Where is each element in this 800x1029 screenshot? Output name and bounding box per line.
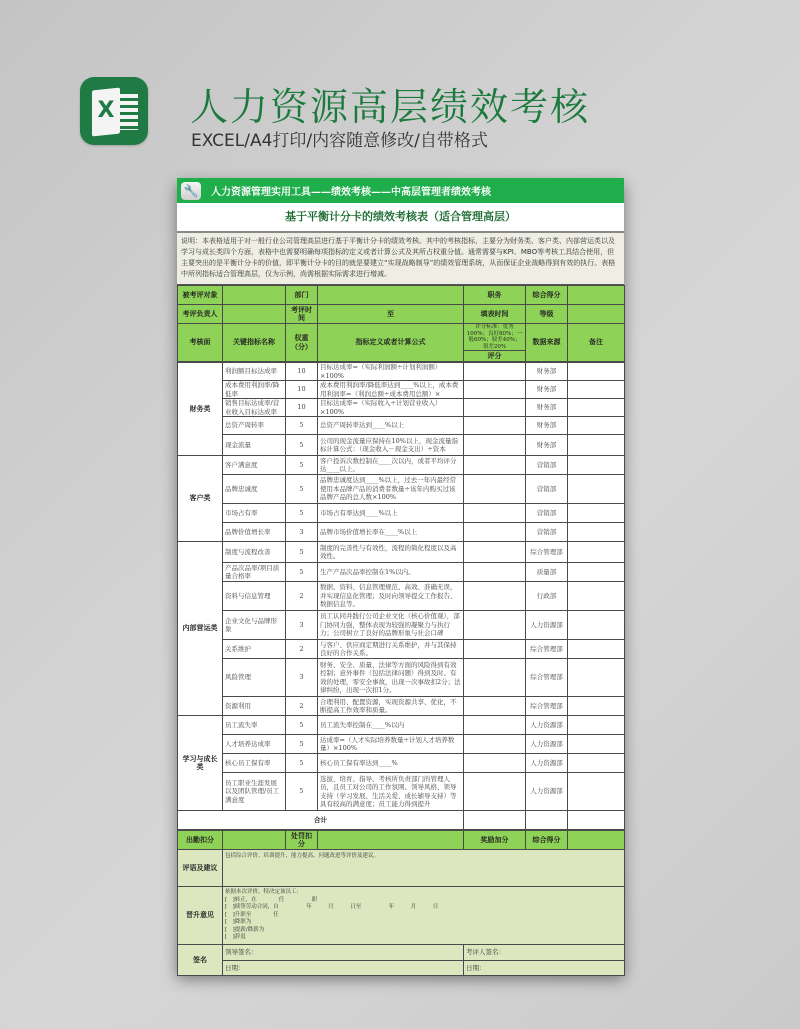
- promotion-option-demote[interactable]: [ ]降职为: [225, 919, 252, 925]
- data-source-cell: 财务部: [526, 399, 568, 417]
- data-source-cell: 综合管理部: [526, 640, 568, 659]
- excel-icon: X: [80, 77, 148, 145]
- table-row: [178, 417, 625, 435]
- definition-cell: 与客户、供应商定期进行关系维护，并与其保持良好的合作关系。: [318, 640, 464, 659]
- table-row: [178, 659, 625, 697]
- data-source-cell: 人力资源部: [526, 611, 568, 640]
- score-cell[interactable]: [464, 773, 526, 811]
- data-source-cell: 财务部: [526, 435, 568, 456]
- category-cell: 内部营运类: [178, 542, 223, 716]
- definition-cell: 市场占有率达到____%以上: [318, 504, 464, 523]
- data-source-cell: 财务部: [526, 417, 568, 435]
- definition-cell: 核心员工保有率达到____%: [318, 754, 464, 773]
- kpi-name-cell: 市场占有率: [223, 504, 286, 523]
- header-weight: 权重（分）: [286, 324, 318, 362]
- definition-cell: 达成率=（人才实际培养数量÷计划人才培养数量）×100%: [318, 735, 464, 754]
- remark-cell[interactable]: [568, 456, 625, 475]
- data-source-cell: 营销部: [526, 475, 568, 504]
- data-source-cell: 质量部: [526, 563, 568, 582]
- definition-cell: 制度的完善性与有效性，流程的简化程度以及高效性。: [318, 542, 464, 563]
- form-title: 基于平衡计分卡的绩效考核表（适合管理高层）: [177, 203, 624, 233]
- banner: [0, 60, 800, 160]
- weight-cell: 5: [286, 456, 318, 475]
- table-row: [178, 735, 625, 754]
- remark-cell[interactable]: [568, 659, 625, 697]
- banner-subtitle: EXCEL/A4打印/内容随意修改/自带格式: [191, 131, 488, 151]
- signature-label: 签名: [178, 945, 223, 976]
- tool-header-title: 人力资源管理实用工具——绩效考核——中高层管理者绩效考核: [211, 187, 491, 198]
- spreadsheet-page: [177, 178, 624, 973]
- category-cell: 客户类: [178, 456, 223, 542]
- weight-cell: 2: [286, 582, 318, 611]
- data-source-cell: 营销部: [526, 456, 568, 475]
- weight-cell: 5: [286, 754, 318, 773]
- position-label: 职务: [464, 286, 526, 305]
- score-cell[interactable]: [464, 735, 526, 754]
- remark-cell[interactable]: [568, 697, 625, 716]
- table-row: [178, 504, 625, 523]
- bonus-label: 奖励加分: [464, 831, 526, 850]
- promotion-option-confirm[interactable]: [ ]转正，在 任 职: [225, 896, 318, 903]
- total-score-cell[interactable]: [464, 811, 526, 830]
- assessor-signature-field[interactable]: 考评人签名：: [464, 945, 625, 961]
- table-row: [178, 716, 625, 735]
- table-row: [178, 640, 625, 659]
- attendance-label: 出勤扣分: [178, 831, 223, 850]
- promotion-option-promote[interactable]: [ ]升职至 任: [225, 911, 279, 918]
- table-row: [178, 754, 625, 773]
- remark-cell[interactable]: [568, 542, 625, 563]
- category-cell: 财务类: [178, 363, 223, 456]
- data-source-cell: 营销部: [526, 523, 568, 542]
- assessee-label: 被考评对象: [178, 286, 223, 305]
- remark-cell[interactable]: [568, 716, 625, 735]
- final-score-label: 综合得分: [526, 831, 568, 850]
- data-source-cell: 综合管理部: [526, 542, 568, 563]
- assessor-field[interactable]: [223, 305, 286, 324]
- remark-cell[interactable]: [568, 735, 625, 754]
- score-cell[interactable]: [464, 417, 526, 435]
- remark-cell[interactable]: [568, 523, 625, 542]
- penalty-label: 处罚扣分: [286, 831, 318, 850]
- kpi-name-cell: 员工职业生涯发展以及团队管理/员工满意度: [223, 773, 286, 811]
- score-cell[interactable]: [464, 399, 526, 417]
- weight-cell: 5: [286, 735, 318, 754]
- definition-cell: 财务、安全、质量、法律等方面的风险得到有效控制；意外事件（包括法律问题）得到及时、有效的处理，零安全事故，出现一次事故扣2分；法律纠纷，出现一次扣1分。: [318, 659, 464, 697]
- header-score: 评分: [464, 351, 526, 362]
- data-source-cell: 财务部: [526, 363, 568, 381]
- definition-cell: 总资产周转率达到____%以上: [318, 417, 464, 435]
- kpi-name-cell: 制度与流程改善: [223, 542, 286, 563]
- penalty-field[interactable]: [318, 831, 464, 850]
- remark-cell[interactable]: [568, 582, 625, 611]
- table-row: [178, 381, 625, 399]
- header-scoring-standard: 评分标准：优秀100%；良好80%；一般60%；较差40%；很差20%: [464, 324, 526, 351]
- table-row: [178, 773, 625, 811]
- table-row: [178, 542, 625, 563]
- kpi-name-cell: 利润额目标达成率: [223, 363, 286, 381]
- score-cell[interactable]: [464, 542, 526, 563]
- banner-title: 人力资源高层绩效考核: [190, 85, 591, 129]
- score-cell[interactable]: [464, 582, 526, 611]
- weight-cell: 5: [286, 435, 318, 456]
- weight-cell: 3: [286, 523, 318, 542]
- definition-cell: 员工认同并践行公司企业文化（核心价值观），部门协同力强，整体表现为较强的凝聚力与执行力；公司树立了良好的品牌形象与社会口碑: [318, 611, 464, 640]
- total-score-field[interactable]: [568, 286, 625, 305]
- definition-cell: 客户投诉次数控制在____次以内，或者平均评分达____以上。: [318, 456, 464, 475]
- definition-cell: 目标达成率=（实际收入÷计划营业收入）×100%: [318, 399, 464, 417]
- score-cell[interactable]: [464, 716, 526, 735]
- remark-cell[interactable]: [568, 504, 625, 523]
- kpi-name-cell: 客户满意度: [223, 456, 286, 475]
- weight-cell: 5: [286, 504, 318, 523]
- department-label: 部门: [286, 286, 318, 305]
- remark-cell[interactable]: [568, 563, 625, 582]
- weight-cell: 10: [286, 381, 318, 399]
- category-cell: 学习与成长类: [178, 716, 223, 811]
- header-remarks: 备注: [568, 324, 625, 362]
- tool-header: [177, 178, 624, 203]
- weight-cell: 5: [286, 773, 318, 811]
- data-source-cell: 营销部: [526, 504, 568, 523]
- comments-label: 评语及建议: [178, 850, 223, 887]
- promotion-option-renew[interactable]: [ ]续签劳动合同，自 年 月 日至 年 月 日: [225, 904, 439, 910]
- kpi-name-cell: 产品次品率/项目质量合格率: [223, 563, 286, 582]
- kpi-name-cell: 核心员工保有率: [223, 754, 286, 773]
- department-field[interactable]: [318, 286, 464, 305]
- definition-cell: 选拔、培育、指导、考核所负责部门的管理人员，且员工对公司的工作氛围、领导风格、领导支持（学习发展、生活关爱、成长辅导支持）等具有较高的满意度；员工能力得到提升: [318, 773, 464, 811]
- table-row: [178, 697, 625, 716]
- fill-date-label: 填表时间: [464, 305, 526, 324]
- kpi-name-cell: 资料与信息管理: [223, 582, 286, 611]
- score-cell[interactable]: [464, 523, 526, 542]
- summary-table: [177, 830, 625, 976]
- kpi-name-cell: 成本费用利润率/降低率: [223, 381, 286, 399]
- weight-cell: 5: [286, 542, 318, 563]
- score-cell[interactable]: [464, 697, 526, 716]
- remark-cell[interactable]: [568, 381, 625, 399]
- remark-cell[interactable]: [568, 754, 625, 773]
- data-source-cell: 综合管理部: [526, 659, 568, 697]
- score-cell[interactable]: [464, 381, 526, 399]
- promotion-label: 晋升意见: [178, 887, 223, 945]
- remark-cell[interactable]: [568, 773, 625, 811]
- weight-cell: 3: [286, 611, 318, 640]
- definition-cell: 目标达成率=（实际利润额÷计划利润额）×100%: [318, 363, 464, 381]
- definition-cell: 成本费用利润率/降低率达到____%以上，成本费用利润率=（利润总额÷成本费用总额）×: [318, 381, 464, 399]
- kpi-name-cell: 风险管理: [223, 659, 286, 697]
- period-field[interactable]: 至: [318, 305, 464, 324]
- remark-cell[interactable]: [568, 640, 625, 659]
- header-definition: 指标定义或者计算公式: [318, 324, 464, 362]
- table-row: [178, 363, 625, 381]
- data-source-cell: 人力资源部: [526, 716, 568, 735]
- table-row: [178, 435, 625, 456]
- kpi-name-cell: 资源利用: [223, 697, 286, 716]
- score-cell[interactable]: [464, 611, 526, 640]
- promotion-line: 依据本次评价，特决定该员工：: [225, 889, 303, 895]
- kpi-name-cell: 品牌忠诚度: [223, 475, 286, 504]
- comments-field[interactable]: 包括综合评价、培训提升、能力提高、问题改进等评价及建议。: [223, 850, 625, 887]
- remark-cell[interactable]: [568, 363, 625, 381]
- weight-cell: 10: [286, 363, 318, 381]
- weight-cell: 2: [286, 697, 318, 716]
- promotion-option-dismiss[interactable]: [ ]辞退: [225, 934, 246, 940]
- kpi-name-cell: 品牌价值增长率: [223, 523, 286, 542]
- leader-date-field[interactable]: 日期：: [223, 961, 464, 976]
- grade-label: 等级: [526, 305, 568, 324]
- score-cell[interactable]: [464, 435, 526, 456]
- remark-cell[interactable]: [568, 611, 625, 640]
- data-source-cell: 综合管理部: [526, 697, 568, 716]
- table-row: [178, 523, 625, 542]
- score-cell[interactable]: [464, 475, 526, 504]
- assessor-date-field[interactable]: 日期：: [464, 961, 625, 976]
- assessment-table: [177, 285, 625, 362]
- remark-cell[interactable]: [568, 475, 625, 504]
- total-remark-cell: [568, 811, 625, 830]
- kpi-name-cell: 企业文化与品牌形象: [223, 611, 286, 640]
- header-data-source: 数据来源: [526, 324, 568, 362]
- kpi-name-cell: 人才培养达成率: [223, 735, 286, 754]
- table-row: [178, 456, 625, 475]
- score-cell[interactable]: [464, 659, 526, 697]
- promotion-options[interactable]: [223, 887, 625, 945]
- kpi-name-cell: 销售目标达成率/营业收入目标达成率: [223, 399, 286, 417]
- period-label: 考评时间: [286, 305, 318, 324]
- kpi-name-cell: 现金流量: [223, 435, 286, 456]
- definition-cell: 品牌忠诚度达到____%以上，过去一年内最经常使用本品牌产品的消费者数量÷该年内购买过该品牌产品的总人数×100%: [318, 475, 464, 504]
- definition-cell: 数据、资料、信息管理规范、高效、准确无误，并实现信息化管理；及时向领导提交工作报告、数据信息等。: [318, 582, 464, 611]
- attendance-field[interactable]: [223, 831, 286, 850]
- assessee-field[interactable]: [223, 286, 286, 305]
- score-cell[interactable]: [464, 504, 526, 523]
- definition-cell: 公司的现金流量应保持在10%以上，现金流量指标计算公式：（现金收入－现金支出）÷资本: [318, 435, 464, 456]
- score-cell[interactable]: [464, 456, 526, 475]
- weight-cell: 10: [286, 399, 318, 417]
- score-cell[interactable]: [464, 640, 526, 659]
- total-source-cell: [526, 811, 568, 830]
- definition-cell: 品牌市场价值增长率在____%以上: [318, 523, 464, 542]
- kpi-name-cell: 总资产周转率: [223, 417, 286, 435]
- score-cell[interactable]: [464, 563, 526, 582]
- promotion-option-salary[interactable]: [ ]提薪/降薪为: [225, 926, 265, 933]
- definition-cell: 员工流失率控制在____%以内: [318, 716, 464, 735]
- leader-signature-field[interactable]: 领导签名：: [223, 945, 464, 961]
- grade-field[interactable]: [568, 305, 625, 324]
- kpi-name-cell: 关系维护: [223, 640, 286, 659]
- weight-cell: 5: [286, 716, 318, 735]
- header-kpi-name: 关键指标名称: [223, 324, 286, 362]
- kpi-name-cell: 员工流失率: [223, 716, 286, 735]
- final-score-field[interactable]: [568, 831, 625, 850]
- table-row: [178, 611, 625, 640]
- remark-cell[interactable]: [568, 435, 625, 456]
- data-source-cell: 人力资源部: [526, 754, 568, 773]
- score-cell[interactable]: [464, 363, 526, 381]
- definition-cell: 合理利用、配置资源，实现资源共享、优化，不断提高工作效率和质量。: [318, 697, 464, 716]
- total-score-label: 综合得分: [526, 286, 568, 305]
- definition-cell: 生产产品次品率控制在1%以内。: [318, 563, 464, 582]
- assessor-label: 考评负责人: [178, 305, 223, 324]
- weight-cell: 2: [286, 640, 318, 659]
- table-row: [178, 582, 625, 611]
- remark-cell[interactable]: [568, 417, 625, 435]
- data-source-cell: 人力资源部: [526, 773, 568, 811]
- data-source-cell: 行政部: [526, 582, 568, 611]
- weight-cell: 3: [286, 659, 318, 697]
- weight-cell: 5: [286, 417, 318, 435]
- score-cell[interactable]: [464, 754, 526, 773]
- wrench-icon: 🔧: [181, 182, 201, 200]
- header-aspect: 考核面: [178, 324, 223, 362]
- data-source-cell: 财务部: [526, 381, 568, 399]
- table-row: [178, 399, 625, 417]
- remark-cell[interactable]: [568, 399, 625, 417]
- total-label: 合计: [178, 811, 464, 830]
- table-row: [178, 563, 625, 582]
- description-text: 说明：本表格适用于对一般行业公司管理高层进行基于平衡计分卡的绩效考核。其中的考核指标，主要分为财务类、客户类、内部营运类以及学习与成长类四个方面，表格中也需要明确每项指标的定义或者计算公式及其所占权重分值。通常需要与KPI、MBO等考核工具结合使用，但主要突出的是平衡计分卡的价值，即平衡计分卡的目的就是要建立“实现战略制导”的绩效管理系统，从而保证企业战略得到有效的执行。表格中所列指标适合管理高层，仅为示例，尚需根据实际需求进行增减。: [177, 233, 624, 285]
- weight-cell: 5: [286, 475, 318, 504]
- kpi-table: [177, 362, 625, 830]
- data-source-cell: 人力资源部: [526, 735, 568, 754]
- table-row: [178, 475, 625, 504]
- weight-cell: 5: [286, 563, 318, 582]
